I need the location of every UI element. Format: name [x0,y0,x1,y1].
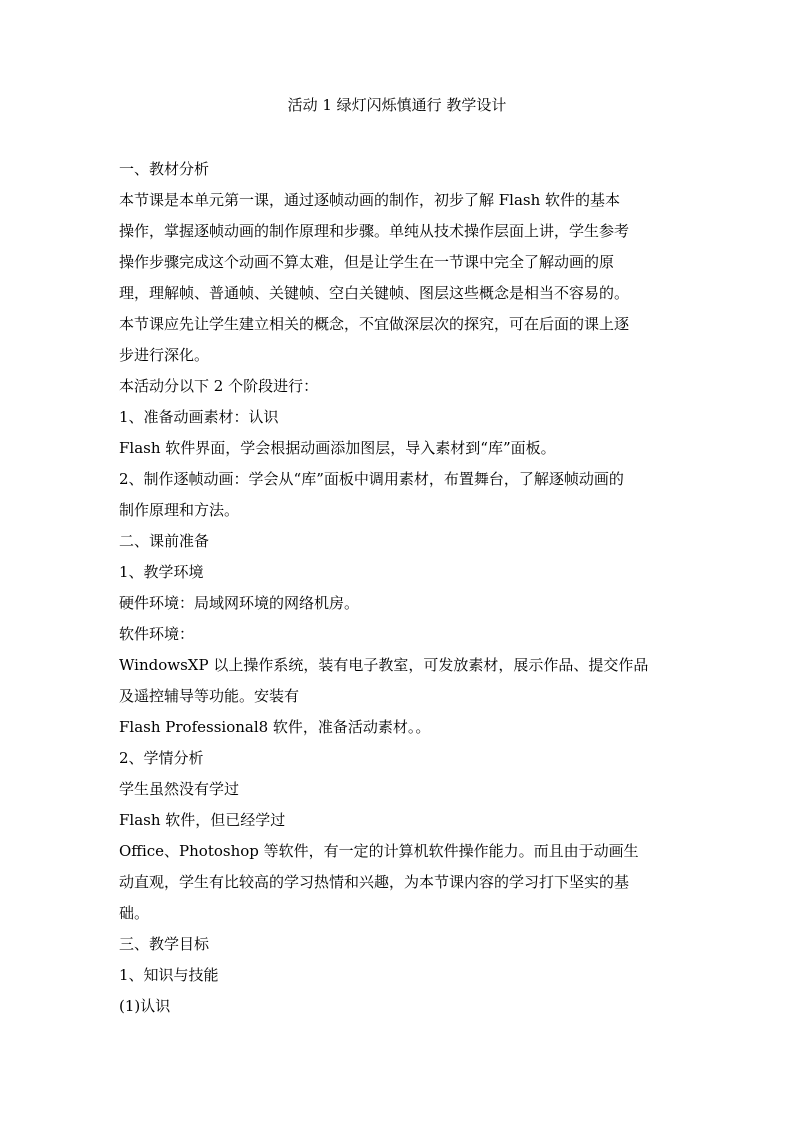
subsection-heading: 2、学情分析 [119,749,204,767]
text-line: (1)认识 [119,997,171,1015]
text-line: 本节课应先让学生建立相关的概念，不宜做深层次的探究，可在后面的课上逐 [119,315,630,333]
text-line: 2、制作逐帧动画：学会从“库”面板中调用素材，布置舞台，了解逐帧动画的 [119,470,624,488]
text-line: 本活动分以下 2 个阶段进行： [119,377,319,395]
text-line: 1、准备动画素材：认识 [119,408,279,426]
text-line: Flash 软件，但已经学过 [119,811,286,829]
section-heading: 一、教材分析 [119,160,210,178]
text-line: 理，理解帧、普通帧、关键帧、空白关键帧、图层这些概念是相当不容易的。 [119,284,630,302]
text-line: Office、Photoshop 等软件，有一定的计算机软件操作能力。而且由于动画生 [119,842,639,860]
subsection-heading: 1、知识与技能 [119,966,219,984]
text-line: Flash Professional8 软件，准备活动素材。。 [119,718,431,736]
text-line: 操作，掌握逐帧动画的制作原理和步骤。单纯从技术操作层面上讲，学生参考 [119,222,630,240]
text-line: 步进行深化。 [119,346,210,364]
section-heading: 二、课前准备 [119,532,210,550]
text-line: 软件环境： [119,625,195,643]
text-line: 本节课是本单元第一课，通过逐帧动画的制作，初步了解 Flash 软件的基本 [119,191,621,209]
text-line: Flash 软件界面，学会根据动画添加图层，导入素材到“库”面板。 [119,439,556,457]
text-line: 动直观，学生有比较高的学习热情和兴趣，为本节课内容的学习打下坚实的基 [119,873,630,891]
text-line: 学生虽然没有学过 [119,780,240,798]
document-title: 活动 1 绿灯闪烁慎通行 教学设计 [287,96,507,114]
text-line: WindowsXP 以上操作系统，装有电子教室，可发放素材，展示作品、提交作品 [119,656,649,674]
text-line: 硬件环境：局域网环境的网络机房。 [119,594,360,612]
text-line: 及遥控辅导等功能。安装有 [119,687,300,705]
document-body [119,154,675,1022]
section-heading: 三、教学目标 [119,935,210,953]
text-line: 础。 [119,904,150,922]
text-line: 制作原理和方法。 [119,501,240,519]
text-line: 操作步骤完成这个动画不算太难，但是让学生在一节课中完全了解动画的原 [119,253,615,271]
subsection-heading: 1、教学环境 [119,563,204,581]
